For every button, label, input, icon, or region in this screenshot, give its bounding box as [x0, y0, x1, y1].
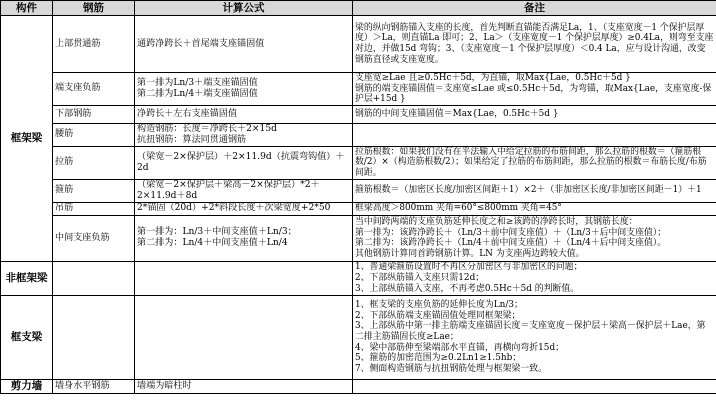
rebar-cell	[53, 261, 135, 295]
header-member: 构件	[1, 1, 53, 16]
table-row	[1, 16, 716, 73]
rebar-cell: 拉筋	[53, 146, 135, 179]
rebar-cell: 端支座负筋	[53, 73, 135, 106]
formula-cell: 墙端为暗柱时	[135, 379, 353, 393]
formula-cell: 第一排为：Ln/3＋中间支座值＋Ln/3； 第二排为：Ln/4＋中间支座值＋Ln/4	[135, 215, 353, 261]
note-cell: 1、普通梁箍筋设置时不再区分加密区与非加密区的问题； 2、下部纵筋锚入支座只需12d； 3、上部纵筋锚入支座，不再考虑0.5Hc＋5d 的判断值。	[353, 261, 716, 295]
note-cell: 框梁高度＞800mm 夹角=60°≤800mm 夹角=45°	[353, 202, 716, 215]
header-formula: 计算公式	[135, 1, 353, 16]
formula-cell: 通跨净跨长＋首尾端支座锚固值	[135, 16, 353, 73]
formula-cell: 2*锚固（20d）+2*斜段长度＋次梁宽度+2*50	[135, 202, 353, 215]
rebar-cell: 中间支座负筋	[53, 215, 135, 261]
rebar-cell: 下部钢筋	[53, 105, 135, 123]
member-shear-wall: 剪力墙	[1, 379, 53, 393]
rebar-cell	[53, 295, 135, 379]
table-row	[1, 146, 716, 179]
note-cell	[353, 379, 716, 393]
table-row	[1, 202, 716, 215]
formula-cell: （梁宽－2×保护层）＋2×11.9d（抗震弯钩值）＋2d	[135, 146, 353, 179]
header-note: 备注	[353, 1, 716, 16]
note-cell: 钢筋的中间支座锚固值＝Max{Lae，0.5Hc＋5d }	[353, 105, 716, 123]
table-row	[1, 295, 716, 379]
formula-cell: 净跨长＋左右支座锚固值	[135, 105, 353, 123]
rebar-cell: 墙身水平钢筋	[53, 379, 135, 393]
note-cell: 支座宽≥Lae 且≥0.5Hc＋5d，为直锚，取Max{Lae，0.5Hc＋5d } 钢筋的端支座锚固值＝支座宽≤Lae 或≤0.5Hc＋5d，为弯锚，取Max{Lae，支座宽度-保护层+15d }	[353, 73, 716, 106]
rebar-cell: 箍筋	[53, 179, 135, 202]
formula-cell: （梁宽－2×保护层＋梁高－2×保护层）*2＋2×11.9d＋8d	[135, 179, 353, 202]
table-row	[1, 123, 716, 146]
formula-cell: 构造钢筋：长度＝净跨长＋2×15d 抗扭钢筋：算法同贯通钢筋	[135, 123, 353, 146]
note-cell: 箍筋根数＝（加密区长度/加密区间距＋1）×2＋（非加密区长度/非加密区间距－1）＋1	[353, 179, 716, 202]
note-cell: 拉筋根数：如果我们没有在平法输入中给定拉筋的布筋间距，那么拉筋的根数＝（箍筋根数/2）×（构造筋根数/2）；如果给定了拉筋的布筋间距，那么拉筋的根数＝布筋长度/布筋间距。	[353, 146, 716, 179]
table-row	[1, 73, 716, 106]
note-cell	[353, 123, 716, 146]
table-row	[1, 179, 716, 202]
member-non-frame-beam: 非框架梁	[1, 261, 53, 295]
rebar-cell: 吊筋	[53, 202, 135, 215]
header-row	[1, 1, 716, 16]
note-cell: 1、框支梁的支座负筋的延伸长度为Ln/3； 2、下部纵筋端支座锚固值处理同框架梁； 3、上部纵筋中第一排主筋端支座锚固长度＝支座宽度－保护层＋梁高－保护层＋Lae，第二排主筋锚固长度≥Lae； 4、梁中部筋伸至梁端部水平直锚，再横向弯折15d； 5、箍筋的加密范围为≥0.2Ln1≥1.5hb； 7、侧面构造钢筋与抗扭钢筋处理与框架梁一致。	[353, 295, 716, 379]
member-transfer-beam: 框支梁	[1, 295, 53, 379]
formula-cell	[135, 295, 353, 379]
rebar-cell: 腰筋	[53, 123, 135, 146]
table-row	[1, 105, 716, 123]
rebar-cell: 上部贯通筋	[53, 16, 135, 73]
formula-cell: 第一排为Ln/3＋端支座锚固值 第二排为Ln/4＋端支座锚固值	[135, 73, 353, 106]
header-rebar: 钢筋	[53, 1, 135, 16]
member-frame-beam: 框架梁	[1, 16, 53, 262]
table-row	[1, 379, 716, 393]
formula-cell	[135, 261, 353, 295]
note-cell: 梁的纵向钢筋锚入支座的长度，首先判断直锚能否满足La，1、（支座宽度－1 个保护层厚度）＞La，则直锚La 即可；2、La＞（支座宽度－1 个保护层厚度）≥0.4La，则弯至支座对边，并做15d 弯钩；3、（支座宽度－1 个保护层厚度）＜0.4 La，应与设计沟通，改变钢筋直径或支座宽度。	[353, 16, 716, 73]
table-row	[1, 215, 716, 261]
note-cell: 当中间跨两端的支座负筋延伸长度之和≥该跨的净跨长时，其钢筋长度： 第一排为：该跨净跨长＋（Ln/3＋前中间支座值）＋（Ln/3＋后中间支座值）； 第二排为：该跨净跨长＋（Ln/4＋前中间支座值）＋（Ln/4＋后中间支座值）。 其他钢筋计算同首跨钢筋计算。LN 为支座两边跨较大值。	[353, 215, 716, 261]
table-row	[1, 261, 716, 295]
